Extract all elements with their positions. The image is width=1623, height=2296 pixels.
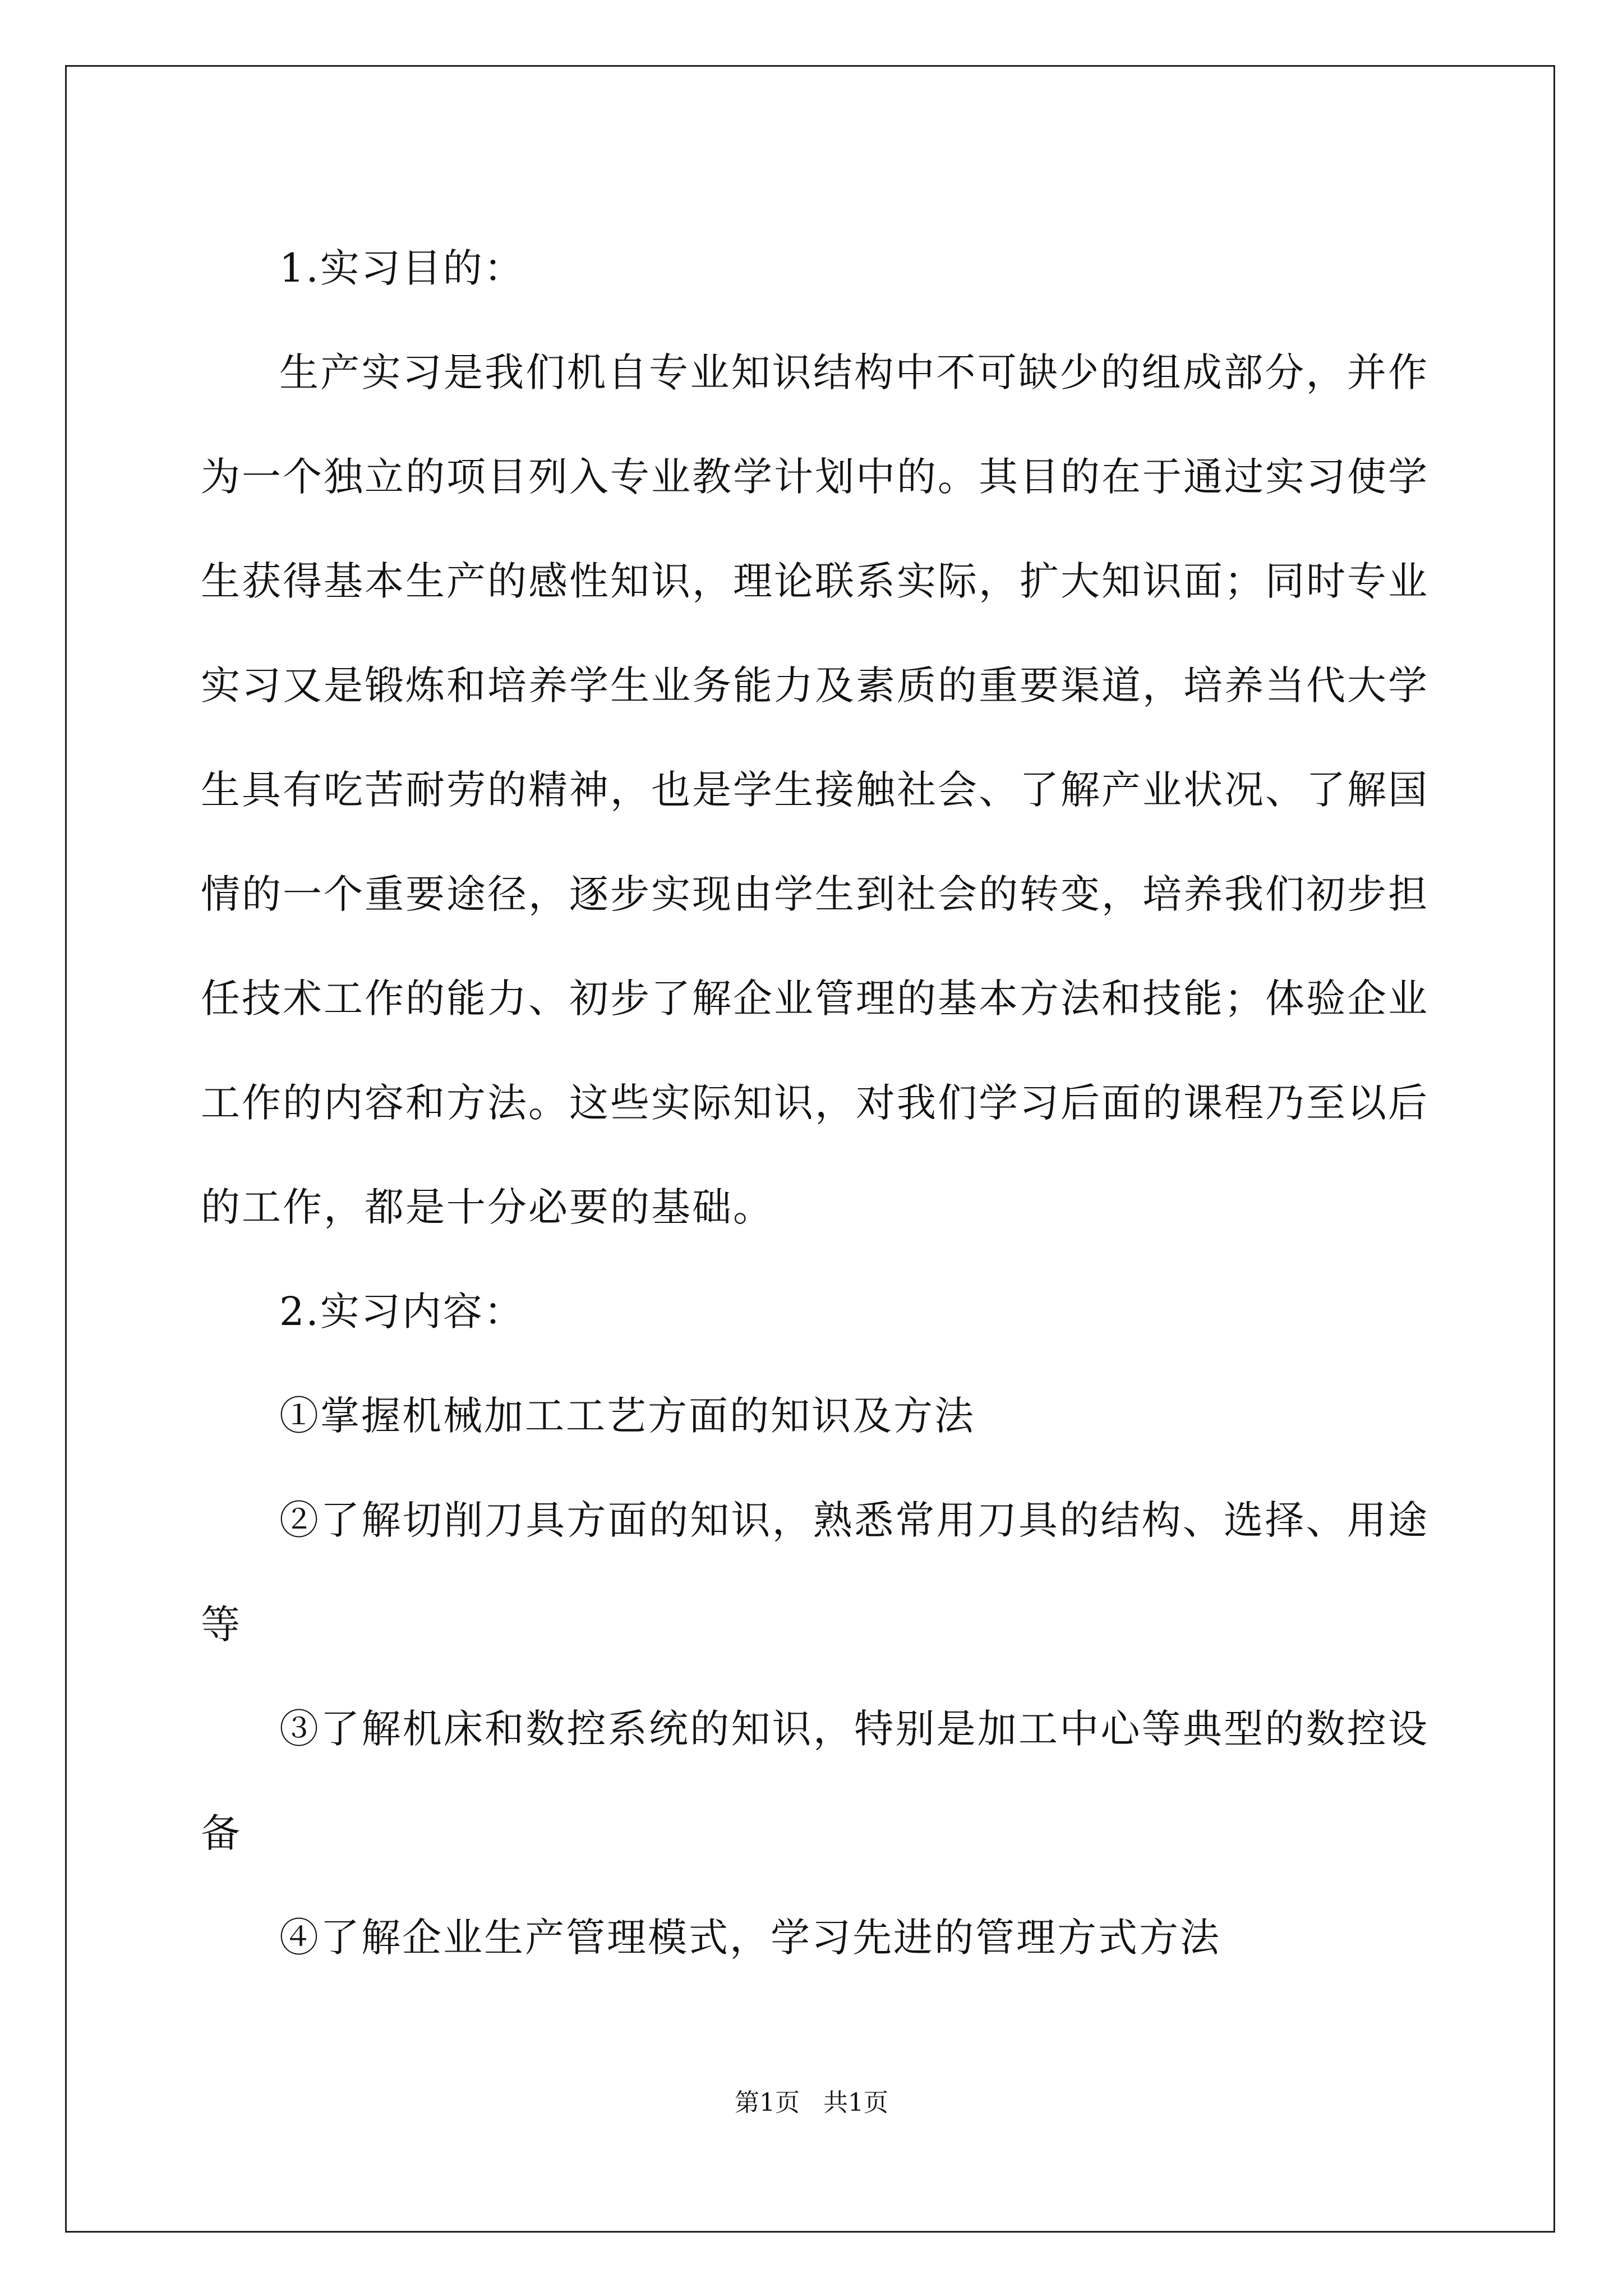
- list-item-3: ③了解机床和数控系统的知识，特别是加工中心等典型的数控设备: [201, 1706, 1429, 1856]
- document-body: [201, 216, 1429, 1990]
- list-item-1: ①掌握机械加工工艺方面的知识及方法: [279, 1393, 975, 1439]
- paragraph-purpose-body: 生产实习是我们机自专业知识结构中不可缺少的组成部分，并作为一个独立的项目列入专业教学计划中的。其目的在于通过实习使学生获得基本生产的感性知识，理论联系实际，扩大知识面；同时专业实习又是锻炼和培养学生业务能力及素质的重要渠道，培养当代大学生具有吃苦耐劳的精神，也是学生接触社会、了解产业状况、了解国情的一个重要途径，逐步实现由学生到社会的转变，培养我们初步担任技术工作的能力、初步了解企业管理的基本方法和技能；体验企业工作的内容和方法。这些实际知识，对我们学习后面的课程乃至以后的工作，都是十分必要的基础。: [201, 349, 1429, 1230]
- page-number: 第1页: [735, 2088, 800, 2117]
- page-total: 共1页: [823, 2088, 888, 2117]
- list-item-2: ②了解切削刀具方面的知识，熟悉常用刀具的结构、选择、用途等: [201, 1497, 1429, 1648]
- heading-content: 2.实习内容：: [279, 1289, 525, 1335]
- heading-purpose: 1.实习目的：: [279, 245, 525, 291]
- page-footer: [0, 2082, 1623, 2118]
- list-item-4: ④了解企业生产管理模式，学习先进的管理方式方法: [279, 1915, 1221, 1961]
